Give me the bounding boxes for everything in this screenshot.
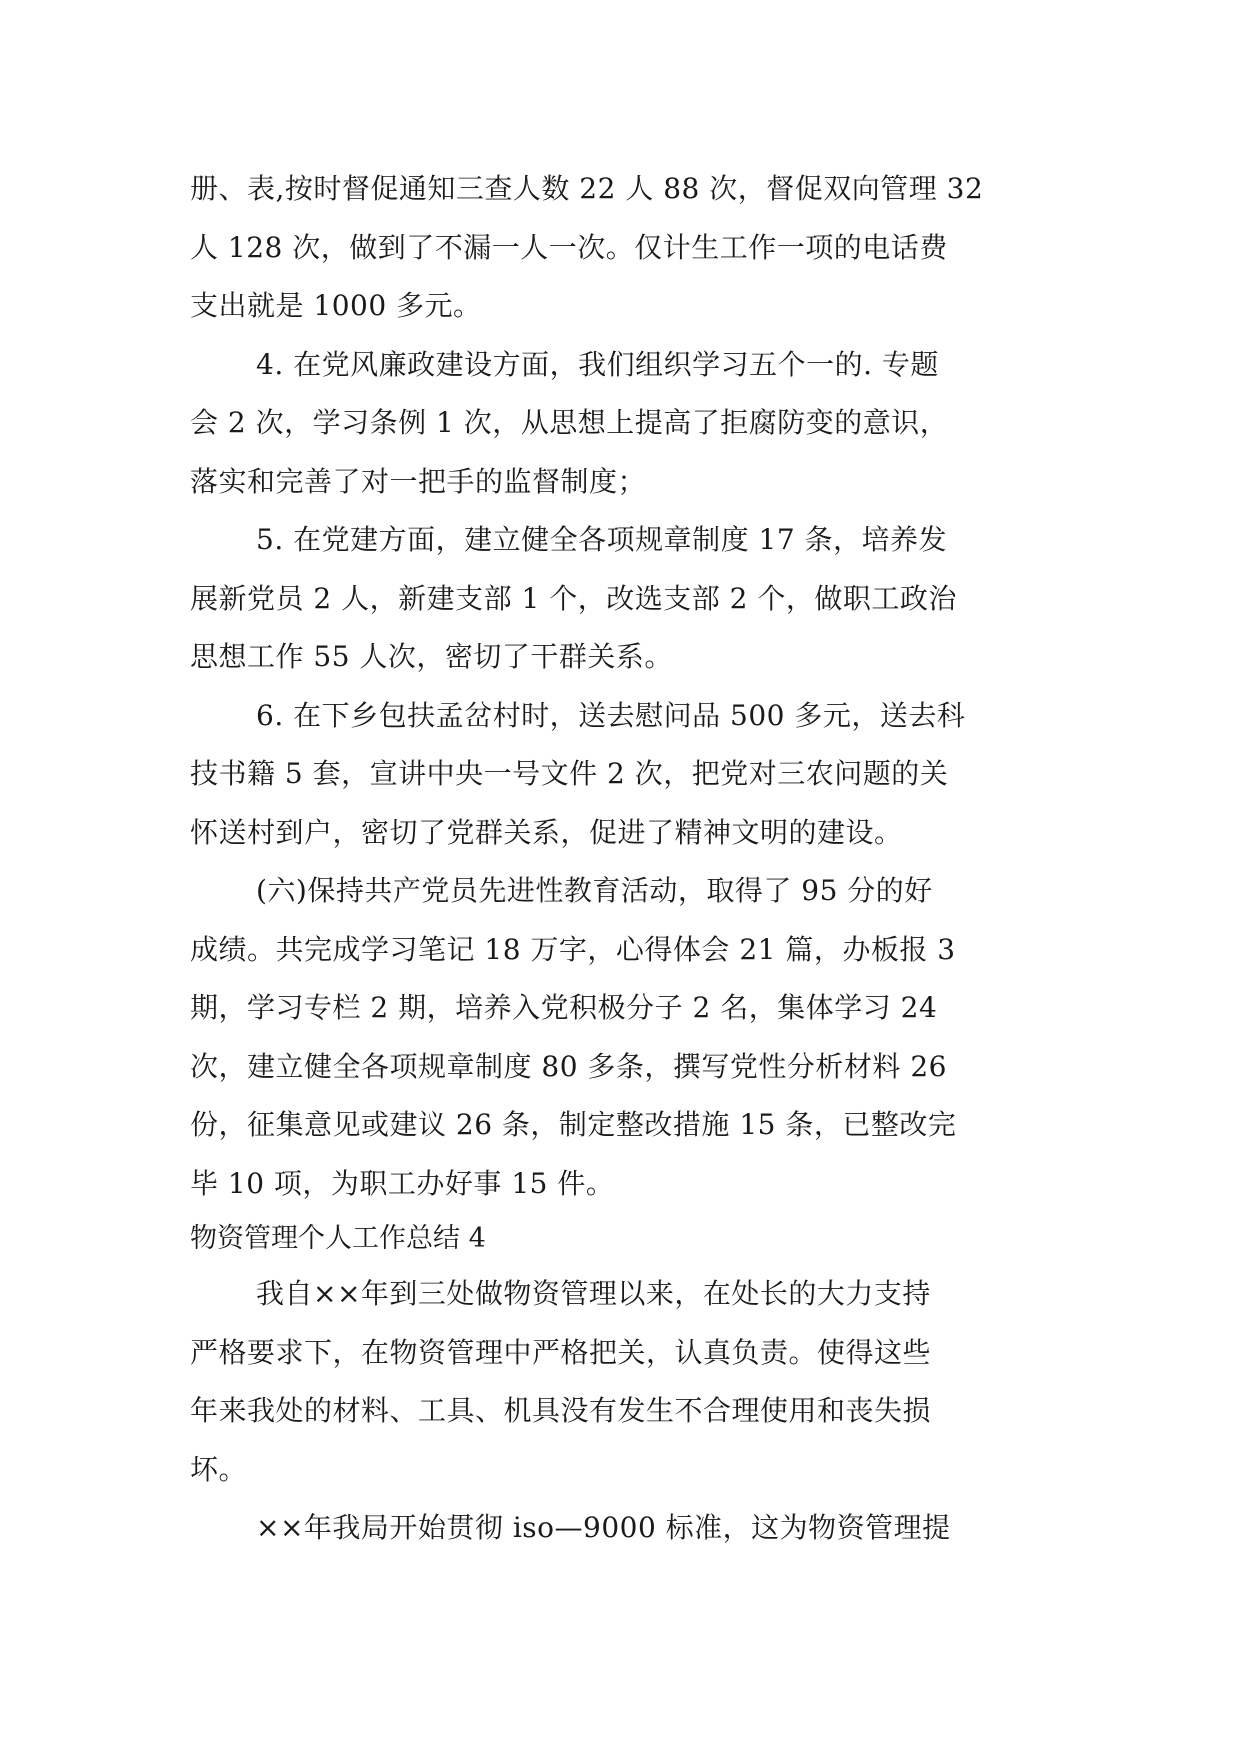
text-line: 会 2 次，学习条例 1 次，从思想上提高了拒腐防变的意识， [190,406,949,439]
text-line: 份，征集意见或建议 26 条，制定整改措施 15 条，已整改完 [190,1108,957,1141]
text-line: 严格要求下，在物资管理中严格把关，认真负责。使得这些 [190,1335,932,1369]
text-line: 展新党员 2 人，新建支部 1 个，改选支部 2 个，做职工政治 [190,581,957,615]
document-page [190,160,1060,1558]
paragraph-start-6: 6. 在下乡包扶孟岔村时，送去慰问品 500 多元，送去科 [256,698,966,732]
paragraph-start: 我自××年到三处做物资管理以来，在处长的大力支持 [256,1277,931,1310]
paragraph-start: ××年我局开始贯彻 iso—9000 标准，这为物资管理提 [256,1511,951,1544]
text-line: 落实和完善了对一把手的监督制度； [190,464,647,498]
text-line: 期，学习专栏 2 期，培养入党积极分子 2 名，集体学习 24 [190,991,938,1024]
text-line: 年来我处的材料、工具、机具没有发生不合理使用和丧失损 [190,1394,932,1427]
text-line: 毕 10 项，为职工办好事 15 件。 [190,1166,615,1200]
text-line: 坏。 [190,1452,248,1486]
text-line: 怀送村到户，密切了党群关系，促进了精神文明的建设。 [190,815,903,849]
text-line: 支出就是 1000 多元。 [190,289,482,322]
section-heading: 物资管理个人工作总结 4 [190,1223,486,1254]
text-line: 思想工作 55 人次，密切了干群关系。 [190,640,673,673]
paragraph-start-4: 4. 在党风廉政建设方面，我们组织学习五个一的. 专题 [256,347,939,381]
text-line: 成绩。共完成学习笔记 18 万字，心得体会 21 篇，办板报 3 [190,932,956,966]
text-line: 人 128 次，做到了不漏一人一次。仅计生工作一项的电话费 [190,230,948,264]
paragraph-start-5: 5. 在党建方面，建立健全各项规章制度 17 条，培养发 [256,523,948,556]
text-line: 次，建立健全各项规章制度 80 多条，撰写党性分析材料 26 [190,1049,947,1083]
text-line: 册、表,按时督促通知三查人数 22 人 88 次，督促双向管理 32 [190,172,984,205]
paragraph-start-six: (六)保持共产党员先进性教育活动，取得了 95 分的好 [256,874,933,907]
text-line: 技书籍 5 套，宣讲中央一号文件 2 次，把党对三农问题的关 [190,757,949,790]
